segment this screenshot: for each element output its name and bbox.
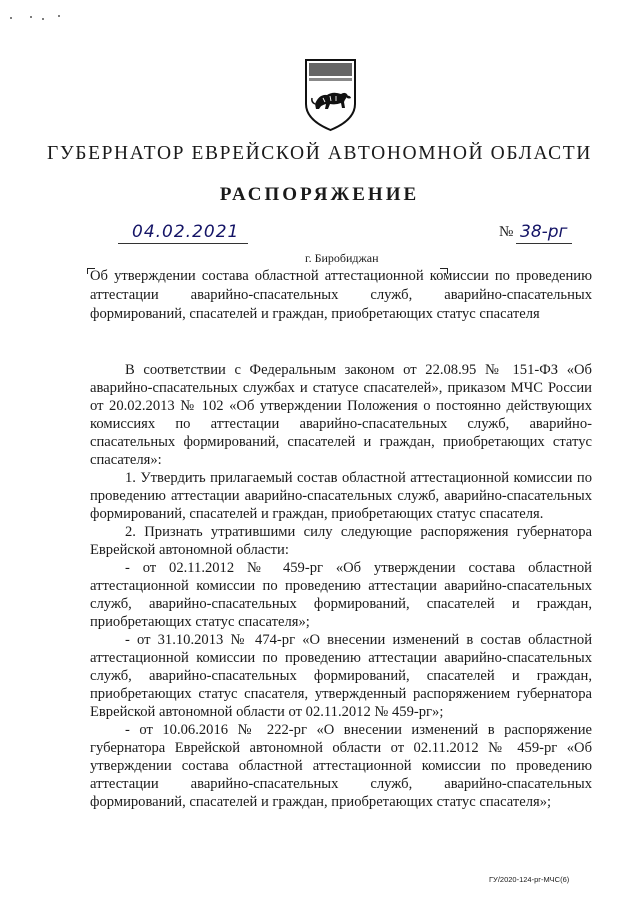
- coat-of-arms-icon: [303, 58, 358, 132]
- scan-specks: [10, 14, 70, 22]
- repealed-item-3: - от 10.06.2016 № 222-рг «О внесении изменений в распоряжение губернатора Еврейской автономной области от 02.11.2012 № 459-рг «Об утверждении состава областной аттестационной комиссии по проведению аттестации аварийно-спасательных служб, аварийно-спасательных формирований, спасателей и граждан, приобретающих статус спасателя»;: [90, 722, 592, 810]
- city: г. Биробиджан: [305, 251, 379, 265]
- number-label: №: [499, 224, 514, 240]
- document-subject: Об утверждении состава областной аттестационной комиссии по проведению аттестации аварийно-спасательных служб, аварийно-спасательных формирований, спасателей и граждан, приобретающих статус спасателя: [90, 268, 592, 322]
- footer-code: ГУ/2020-124-рг-МЧС(6): [489, 875, 570, 884]
- preamble-paragraph: В соответствии с Федеральным законом от 22.08.95 № 151-ФЗ «Об аварийно-спасательных службах и статусе спасателей», приказом МЧС России от 20.02.2013 № 102 «Об утверждении Положения о постоянно действующих комиссиях по аттестации аварийно-спасательных служб, аварийно-спасательных формирований, спасателей и граждан, приобретающих статус спасателя»:: [90, 362, 592, 468]
- document-date: 04.02.2021: [118, 222, 248, 244]
- clause-1: 1. Утвердить прилагаемый состав областной аттестационной комиссии по проведению аттестации аварийно-спасательных служб, аварийно-спасательных формирований, спасателей и граждан, приобретающих статус спасателя.: [90, 470, 592, 522]
- repealed-item-1: - от 02.11.2012 № 459-рг «Об утверждении состава областной аттестационной комиссии по проведению аттестации аварийно-спасательных служб, аварийно-спасательных формирований, спасателей и граждан, приобретающих статус спасателя»;: [90, 560, 592, 630]
- document-type: РАСПОРЯЖЕНИЕ: [219, 184, 420, 205]
- clause-2: 2. Признать утратившими силу следующие распоряжения губернатора Еврейской автономной области:: [90, 524, 592, 558]
- document-number: 38-рг: [516, 222, 572, 244]
- document-body: [90, 361, 592, 811]
- issuing-authority: ГУБЕРНАТОР ЕВРЕЙСКОЙ АВТОНОМНОЙ ОБЛАСТИ: [47, 143, 592, 164]
- repealed-item-2: - от 31.10.2013 № 474-рг «О внесении изменений в состав областной аттестационной комиссии по проведению аттестации аварийно-спасательных служб, аварийно-спасательных формирований, спасателей и граждан, приобретающих статус спасателя, утвержденный распоряжением губернатора Еврейской автономной области от 02.11.2012 № 459-рг»;: [90, 632, 592, 720]
